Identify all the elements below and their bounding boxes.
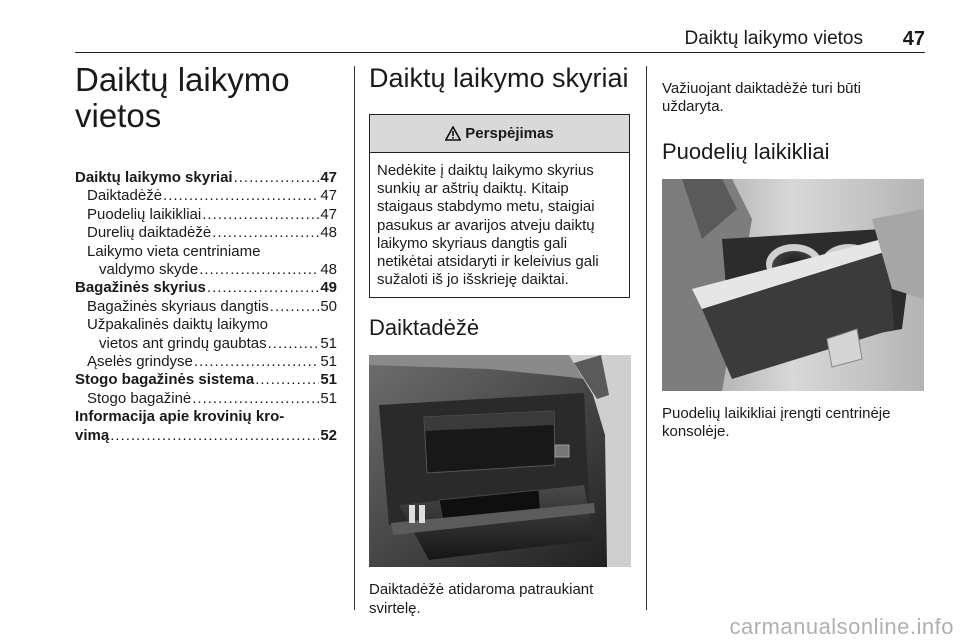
section-title: Daiktų laikymo skyriai [369, 63, 629, 93]
warning-text: Nedėkite į daiktų laikymo skyrius sunkių ar aštrių daiktų. Kitaip staigaus stabdymo metu, staigiai pasukus ar avarijos atveju daiktų laikymo skyriaus dangtis gali netikėtai atsidaryti ir keleivius gali sužaloti iš jo išskrieję daiktai. [377, 162, 599, 289]
toc-entry-text: vimą [75, 426, 110, 444]
toc-entry-page: 51 [320, 334, 337, 352]
toc-entry [75, 187, 337, 205]
toc-leader-dots [202, 206, 319, 224]
toc-entry [75, 371, 337, 389]
toc-entry-text: Durelių daiktadėžė [87, 224, 212, 242]
toc-leader-dots [255, 371, 319, 389]
watermark: carmanualsonline.info [729, 614, 954, 639]
toc-entry-page: 51 [320, 389, 337, 407]
warning-label: Perspėjimas [465, 125, 554, 142]
toc-entry-text: Stogo bagažinės sistema [75, 371, 255, 389]
toc-entry-page: 48 [320, 224, 337, 242]
chapter-title: Daiktų laikymo vietos [75, 61, 290, 134]
toc-entry-text: valdymo skyde [99, 261, 199, 279]
toc-leader-dots [234, 169, 320, 187]
toc-entry-text: Daiktadėžė [87, 187, 163, 205]
toc-entry-page: 47 [320, 205, 337, 223]
toc-entry-page: 48 [320, 261, 337, 279]
toc-entry [75, 169, 337, 187]
running-title: Daiktų laikymo vietos [684, 28, 863, 49]
toc-entry [75, 261, 337, 279]
toc-entry [75, 279, 337, 297]
toc-entry: Laikymo vieta centriniame [87, 242, 261, 260]
cupholders-illustration [662, 179, 924, 391]
column-divider-1 [354, 66, 355, 610]
toc-entry-page: 50 [320, 297, 337, 315]
toc-leader-dots [110, 427, 319, 445]
toc-leader-dots [163, 187, 319, 205]
glovebox-caption: Daiktadėžė atidaroma patraukiant svirtelę. [369, 581, 594, 617]
page-number: 47 [902, 28, 925, 50]
toc-entry-text: Ąselės grindyse [87, 353, 193, 371]
toc-leader-dots [207, 279, 319, 297]
toc-entry-page: 47 [320, 187, 337, 205]
table-of-contents [75, 169, 337, 445]
toc-entry: Informacija apie krovinių kro- [75, 408, 285, 426]
glovebox-note: Važiuojant daiktadėžė turi būti uždaryta. [662, 80, 862, 116]
toc-entry [75, 427, 337, 445]
toc-entry-page: 51 [320, 353, 337, 371]
toc-entry-text: Bagažinės skyriaus dangtis [87, 297, 269, 315]
storage-column [369, 62, 631, 618]
toc-entry [75, 390, 337, 408]
glovebox-heading: Daiktadėžė [369, 315, 480, 341]
column-divider-2 [646, 66, 647, 610]
toc-entry [75, 353, 337, 371]
toc-leader-dots [194, 353, 319, 371]
toc-entry-page: 47 [320, 169, 337, 186]
toc-entry: Užpakalinės daiktų laikymo [87, 316, 268, 334]
warning-icon [445, 126, 461, 141]
toc-leader-dots [268, 335, 320, 353]
toc-leader-dots [270, 298, 320, 316]
toc-leader-dots [199, 261, 319, 279]
warning-box [369, 114, 630, 298]
cupholders-heading: Puodelių laikikliai [662, 138, 830, 164]
toc-column [75, 62, 338, 445]
cupholders-photo [662, 179, 924, 391]
glovebox-photo [369, 355, 631, 567]
toc-entry-text: Stogo bagažinė [87, 389, 192, 407]
toc-entry-page: 52 [320, 426, 337, 444]
cupholders-caption: Puodelių laikikliai įrengti centrinėje konsolėje. [662, 404, 891, 440]
toc-entry-text: Puodelių laikikliai [87, 205, 202, 223]
toc-entry [75, 206, 337, 224]
toc-leader-dots [192, 390, 319, 408]
page-header [75, 28, 925, 53]
toc-entry-text: Bagažinės skyrius [75, 279, 206, 297]
toc-leader-dots [212, 224, 319, 242]
toc-entry-page: 51 [320, 371, 337, 389]
glovebox-illustration [369, 355, 631, 567]
toc-entry-text: Daiktų laikymo skyriai [75, 169, 233, 186]
warning-header [370, 115, 629, 153]
toc-entry [75, 224, 337, 242]
toc-entry [75, 335, 337, 353]
toc-entry-page: 49 [320, 279, 337, 297]
toc-entry-text: vietos ant grindų gaubtas [99, 334, 267, 352]
cupholder-column [662, 80, 924, 441]
toc-entry [75, 298, 337, 316]
